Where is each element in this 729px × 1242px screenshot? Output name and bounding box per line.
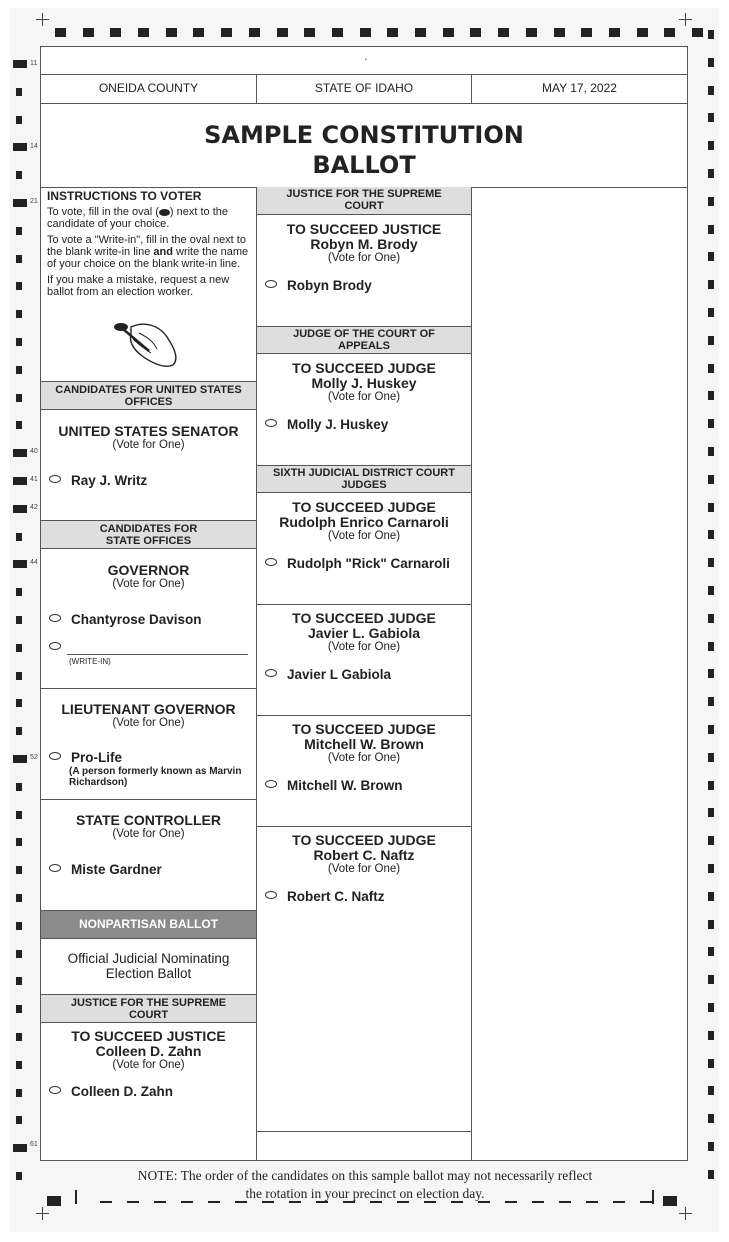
timing-mark-icon [166, 28, 177, 37]
timing-mark-icon [708, 1031, 714, 1040]
divider [40, 103, 688, 104]
timing-mark-icon [708, 308, 714, 317]
official-ballot-line-1: Official Judicial Nominating [67, 951, 230, 966]
timing-mark-icon [708, 503, 714, 512]
vote-for-one: (Vote for One) [112, 828, 185, 840]
timing-mark-icon [13, 505, 27, 513]
timing-mark-icon [708, 1059, 714, 1068]
vote-for-one: (Vote for One) [327, 252, 401, 264]
timing-mark-icon [16, 227, 22, 235]
timing-mark-icon [277, 28, 288, 37]
row-number: 42 [30, 504, 38, 511]
federal-offices-header [41, 381, 256, 410]
candidate-molly-huskey[interactable]: Molly J. Huskey [265, 417, 388, 432]
candidate-robert-naftz[interactable]: Robert C. Naftz [265, 889, 385, 904]
timing-mark-icon [16, 783, 22, 791]
oval-icon[interactable] [265, 558, 277, 566]
timing-mark-icon [708, 975, 714, 984]
row-number: 44 [30, 559, 38, 566]
timing-mark-icon [16, 950, 22, 958]
race-title: TO SUCCEED JUDGE [292, 499, 436, 515]
registration-cross-icon [36, 1207, 49, 1220]
timing-mark-icon [13, 1144, 27, 1152]
timing-mark-icon [708, 280, 714, 289]
supreme-court-header-line-1: JUSTICE FOR THE SUPREME [70, 997, 227, 1009]
timing-mark-icon [708, 336, 714, 345]
timing-mark-icon [13, 199, 27, 207]
governor-race [41, 549, 256, 688]
registration-cross-icon [36, 13, 49, 26]
incumbent-name: Colleen D. Zahn [95, 1043, 202, 1059]
vote-for-one: (Vote for One) [327, 641, 401, 653]
candidate-miste-gardner[interactable]: Miste Gardner [49, 862, 162, 877]
state-offices-header-line-1: CANDIDATES FOR [99, 523, 198, 535]
brody-race [257, 215, 471, 326]
timing-mark-icon [13, 477, 27, 485]
timing-mark-icon [664, 28, 675, 37]
timing-mark-icon [16, 672, 22, 680]
timing-mark-icon [16, 1033, 22, 1041]
filled-oval-icon [159, 209, 170, 216]
hand-filling-oval-icon [109, 319, 189, 369]
naftz-race [257, 826, 471, 937]
timing-mark-icon [83, 28, 94, 37]
timing-mark-icon [47, 1196, 61, 1206]
timing-mark-icon [470, 28, 481, 37]
timing-mark-icon [16, 922, 22, 930]
timing-mark-icon [708, 947, 714, 956]
rotation-note-line-1: NOTE: The order of the candidates on this sample ballot may not necessarily reflect [137, 1168, 593, 1183]
timing-mark-icon [16, 421, 22, 429]
incumbent-name: Molly J. Huskey [311, 375, 417, 391]
incumbent-name: Rudolph Enrico Carnaroli [279, 514, 449, 530]
timing-mark-icon [16, 282, 22, 290]
timing-mark-icon [708, 920, 714, 929]
registration-cross-icon [679, 13, 692, 26]
race-title: GOVERNOR [107, 562, 190, 578]
timing-mark-icon [304, 28, 315, 37]
vote-for-one: (Vote for One) [112, 1059, 185, 1071]
timing-mark-icon [13, 449, 27, 457]
vote-for-one: (Vote for One) [112, 717, 185, 729]
rotation-note [60, 1167, 670, 1203]
oval-icon[interactable] [265, 669, 277, 677]
timing-mark-icon [249, 28, 260, 37]
candidate-note [69, 766, 241, 788]
oval-icon[interactable] [265, 891, 277, 899]
state-name: STATE OF IDAHO [257, 74, 472, 103]
instructions-heading: INSTRUCTIONS TO VOTER [47, 189, 202, 203]
timing-mark-icon [110, 28, 121, 37]
timing-mark-icon [415, 28, 426, 37]
timing-mark-icon [16, 727, 22, 735]
timing-mark-icon [13, 143, 27, 151]
timing-mark-icon [708, 169, 714, 178]
timing-mark-icon [221, 28, 232, 37]
zahn-race [41, 1023, 256, 1161]
timing-mark-icon [16, 1061, 22, 1069]
candidate-pro-life[interactable]: Pro-Life [49, 750, 122, 765]
candidate-colleen-zahn[interactable]: Colleen D. Zahn [49, 1084, 173, 1099]
timing-mark-icon [708, 697, 714, 706]
nonpartisan-header-text: NONPARTISAN BALLOT [78, 917, 219, 931]
timing-mark-icon [708, 113, 714, 122]
timing-mark-icon [708, 781, 714, 790]
race-title: TO SUCCEED JUDGE [292, 721, 436, 737]
timing-mark-icon [708, 836, 714, 845]
incumbent-name: Mitchell W. Brown [304, 736, 424, 752]
oval-icon[interactable] [265, 780, 277, 788]
timing-mark-icon [16, 894, 22, 902]
timing-mark-icon [16, 977, 22, 985]
timing-mark-icon [16, 1116, 22, 1124]
timing-mark-icon [708, 141, 714, 150]
race-title: TO SUCCEED JUDGE [292, 832, 436, 848]
row-number: 21 [30, 198, 38, 205]
federal-offices-header-text: CANDIDATES FOR UNITED STATES OFFICES [55, 384, 242, 408]
vote-for-one: (Vote for One) [327, 752, 401, 764]
timing-mark-icon [16, 1005, 22, 1013]
vote-for-one: (Vote for One) [327, 530, 401, 542]
candidate-note-line-1: (A person formerly known as Marvin [69, 766, 242, 777]
timing-mark-icon [16, 1172, 22, 1180]
election-date: MAY 17, 2022 [542, 81, 617, 95]
page-title [41, 120, 687, 180]
state-offices-header [41, 520, 256, 549]
timing-mark-icon [16, 394, 22, 402]
oval-icon[interactable] [49, 864, 61, 872]
column-2 [257, 187, 471, 1161]
title-line-1: SAMPLE CONSTITUTION [204, 121, 524, 149]
timing-mark-icon [708, 419, 714, 428]
official-ballot-line-2: Election Ballot [105, 966, 192, 981]
timing-mark-icon [16, 88, 22, 96]
timing-mark-icon [708, 530, 714, 539]
oval-icon[interactable] [49, 614, 61, 622]
timing-mark-icon [708, 58, 714, 67]
timing-mark-icon [498, 28, 509, 37]
incumbent-name: Robert C. Naftz [313, 847, 415, 863]
supreme-court-header-line-2: COURT [128, 1009, 169, 1021]
timing-mark-icon [708, 1086, 714, 1095]
candidate-javier-gabiola[interactable]: Javier L Gabiola [265, 667, 391, 682]
timing-mark-icon [708, 892, 714, 901]
gabiola-race [257, 604, 471, 715]
court-of-appeals-header-line-2: APPEALS [338, 340, 390, 352]
candidate-chantyrose-davison[interactable]: Chantyrose Davison [49, 612, 202, 627]
district-court-header [257, 465, 471, 493]
timing-mark-icon [637, 28, 648, 37]
timing-mark-icon [16, 588, 22, 596]
oval-icon[interactable] [49, 475, 61, 483]
race-title: TO SUCCEED JUSTICE [71, 1028, 226, 1044]
row-number: 11 [30, 60, 38, 67]
timing-mark-icon [708, 1114, 714, 1123]
carnaroli-race [257, 493, 471, 604]
timing-mark-icon [708, 725, 714, 734]
timing-mark-icon [16, 255, 22, 263]
timing-mark-icon [16, 533, 22, 541]
timing-mark-icon [16, 366, 22, 374]
court-of-appeals-header [257, 326, 471, 354]
race-title: TO SUCCEED JUDGE [292, 360, 436, 376]
incumbent-name: Robyn M. Brody [310, 236, 418, 252]
district-court-header-line-1: SIXTH JUDICIAL DISTRICT COURT [273, 467, 455, 479]
oval-icon[interactable] [49, 1086, 61, 1094]
write-in-line[interactable] [67, 654, 248, 655]
timing-mark-icon [708, 642, 714, 651]
race-title: STATE CONTROLLER [76, 812, 221, 828]
timing-mark-icon [16, 866, 22, 874]
state-offices-header-line-2: STATE OFFICES [105, 535, 192, 547]
supreme-court-header-line-2: COURT [344, 200, 384, 212]
timing-mark-icon [708, 808, 714, 817]
race-title: TO SUCCEED JUDGE [292, 610, 436, 626]
oval-icon[interactable] [265, 419, 277, 427]
column-divider [471, 187, 472, 1161]
timing-mark-icon [16, 838, 22, 846]
oval-icon[interactable] [49, 752, 61, 760]
supreme-court-header [257, 187, 471, 215]
tick-mark: ' [365, 57, 367, 67]
timing-mark-icon [708, 86, 714, 95]
timing-mark-icon [708, 1170, 714, 1179]
vote-for-one: (Vote for One) [327, 863, 401, 875]
rotation-note-line-2: the rotation in your precinct on election day. [245, 1186, 485, 1201]
timing-mark-icon [708, 669, 714, 678]
timing-mark-icon [708, 30, 714, 39]
write-in-label: (WRITE-IN) [69, 657, 111, 666]
timing-mark-icon [708, 364, 714, 373]
timing-mark-icon [55, 28, 66, 37]
lieutenant-governor-race [41, 688, 256, 799]
timing-mark-icon [708, 391, 714, 400]
timing-mark-icon [360, 28, 371, 37]
candidate-robyn-brody[interactable]: Robyn Brody [265, 278, 372, 293]
timing-mark-icon [708, 252, 714, 261]
timing-mark-icon [193, 28, 204, 37]
court-of-appeals-header-line-1: JUDGE OF THE COURT OF [293, 328, 435, 340]
candidate-ray-writz[interactable]: Ray J. Writz [49, 473, 147, 488]
timing-mark-icon [443, 28, 454, 37]
supreme-court-header [41, 994, 256, 1023]
timing-mark-icon [16, 644, 22, 652]
timing-mark-icon [387, 28, 398, 37]
timing-mark-icon [708, 1003, 714, 1012]
timing-mark-icon [16, 338, 22, 346]
timing-mark-icon [16, 616, 22, 624]
row-number: 41 [30, 476, 38, 483]
timing-mark-icon [609, 28, 620, 37]
timing-mark-icon [708, 225, 714, 234]
timing-mark-icon [708, 864, 714, 873]
oval-icon[interactable] [49, 642, 61, 650]
race-title: LIEUTENANT GOVERNOR [61, 701, 236, 717]
timing-mark-icon [554, 28, 565, 37]
nonpartisan-header [41, 910, 256, 939]
timing-mark-icon [708, 614, 714, 623]
incumbent-name: Javier L. Gabiola [307, 625, 421, 641]
timing-mark-icon [708, 197, 714, 206]
timing-mark-icon [708, 558, 714, 567]
timing-mark-icon [708, 753, 714, 762]
timing-mark-icon [16, 171, 22, 179]
timing-mark-icon [708, 586, 714, 595]
supreme-court-header-line-1: JUSTICE FOR THE SUPREME [286, 188, 442, 200]
state-controller-race [41, 799, 256, 910]
instructions-p3: If you make a mistake, request a new ballot from an election worker. [47, 274, 230, 298]
vote-for-one: (Vote for One) [112, 578, 185, 590]
candidate-note-line-2: Richardson) [69, 777, 128, 788]
timing-mark-icon [692, 28, 703, 37]
row-number: 40 [30, 448, 38, 455]
timing-mark-icon [16, 116, 22, 124]
title-line-2: BALLOT [312, 151, 416, 179]
county-name: ONEIDA COUNTY [41, 74, 257, 103]
timing-mark-icon [708, 447, 714, 456]
instructions-p1: To vote, fill in the oval ( ) next to the candidate of your choice. [47, 206, 228, 230]
timing-mark-icon [16, 811, 22, 819]
timing-mark-icon [16, 1089, 22, 1097]
vote-for-one: (Vote for One) [327, 391, 401, 403]
vote-for-one: (Vote for One) [112, 439, 185, 451]
timing-mark-icon [13, 560, 27, 568]
timing-mark-icon [13, 755, 27, 763]
candidate-mitchell-brown[interactable]: Mitchell W. Brown [265, 778, 403, 793]
timing-mark-icon [708, 475, 714, 484]
instructions-p2: To vote a "Write-in", fill in the oval next to the blank write-in line and write the name of your choice on the blank write-in line. [47, 234, 249, 270]
row-number: 52 [30, 754, 38, 761]
timing-mark-icon [16, 310, 22, 318]
candidate-rudolph-carnaroli[interactable]: Rudolph "Rick" Carnaroli [265, 556, 450, 571]
oval-icon[interactable] [265, 280, 277, 288]
timing-mark-icon [16, 699, 22, 707]
row-number: 61 [30, 1141, 38, 1148]
huskey-race [257, 354, 471, 465]
registration-cross-icon [679, 1207, 692, 1220]
timing-mark-icon [581, 28, 592, 37]
official-ballot-label [41, 939, 256, 994]
timing-mark-icon [138, 28, 149, 37]
timing-mark-icon [526, 28, 537, 37]
instructions [41, 187, 256, 381]
timing-mark-icon [13, 60, 27, 68]
column-1 [41, 187, 256, 1161]
race-title: TO SUCCEED JUSTICE [286, 221, 442, 237]
brown-race [257, 715, 471, 826]
district-court-header-line-2: JUDGES [341, 479, 387, 491]
divider [257, 1131, 471, 1132]
timing-mark-icon [332, 28, 343, 37]
race-title: UNITED STATES SENATOR [58, 423, 239, 439]
timing-mark-icon [708, 1142, 714, 1151]
row-number: 14 [30, 143, 38, 150]
senator-race [41, 410, 256, 520]
